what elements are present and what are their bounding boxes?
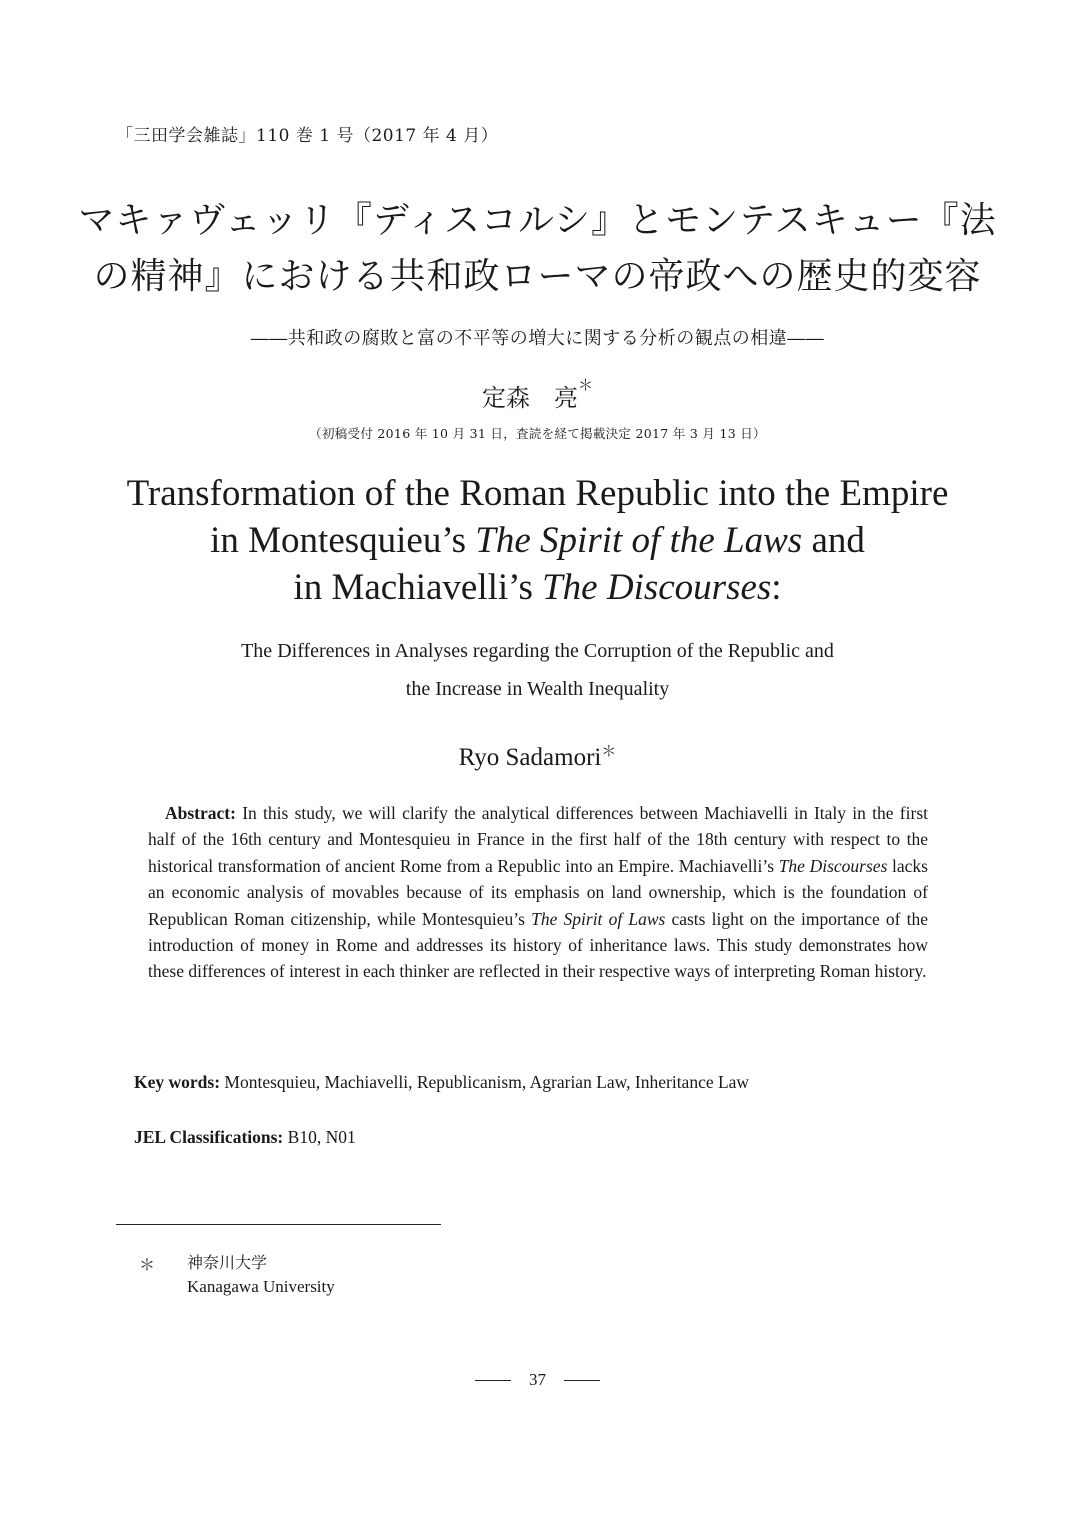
jp-title-line-2: の精神』における共和政ローマの帝政への歴史的変容 [93,256,982,297]
en-title-book-discourses: The Discourses [542,567,772,608]
jel-value: B10, N01 [283,1127,356,1147]
jel-classifications [134,1127,356,1148]
en-title-line-3 [0,564,1075,611]
en-author [0,744,1075,772]
jp-author-name: 定森 亮 [481,384,578,412]
abstract-text-1: In this study, we will clarify the analytical differences between Machiavelli in Italy in the first half of the 16th century and Montesquieu in France in the first half of the 18th century with respect to the historical transformation of ancient Rome from a Republic into an Empire. Machiavelli’s [148,803,928,876]
en-title-line-2-pre: in Montesquieu’s [210,520,476,561]
abstract [148,800,928,985]
jp-title-line-1: マキァヴェッリ『ディスコルシ』とモンテスキュー『法 [78,200,997,241]
footnote-mark: ＊ [139,1255,156,1274]
jp-author [0,378,1075,413]
en-author-footnote-mark: ＊ [601,744,617,760]
submission-dates: （初稿受付 2016 年 10 月 31 日，査読を経て掲載決定 2017 年 3 月 13 日） [309,426,766,441]
journal-header: 「三田学会雑誌」110 巻 1 号（2017 年 4 月） [116,126,499,146]
keywords [134,1072,749,1093]
page-number-dash-right [564,1380,600,1381]
en-title-book-spirit: The Spirit of the Laws [475,520,803,561]
jel-label: JEL Classifications: [134,1127,284,1147]
page-number-dash-left [475,1380,511,1381]
en-title-line-2-post: and [802,520,865,561]
en-title [0,470,1075,611]
en-subtitle-line-2: the Increase in Wealth Inequality [405,678,670,700]
jp-title [0,193,1075,305]
abstract-label: Abstract: [165,803,236,823]
page-number: 37 [529,1370,546,1389]
en-title-line-1: Transformation of the Roman Republic into the Empire [126,473,949,514]
keywords-label: Key words: [134,1072,221,1092]
footnote-affiliation-en: Kanagawa University [187,1277,335,1296]
page-footer [0,1370,1075,1390]
abstract-italic-discourses: The Discourses [778,855,888,876]
footnote-affiliation-jp: 神奈川大学 [187,1253,268,1272]
abstract-text-2: lacks an economic analysis of movables because of its emphasis on land ownership, which is the foundation of Republican Roman citizenship, while Montesquieu’s [148,855,928,929]
en-author-name: Ryo Sadamori [458,744,602,771]
en-subtitle [0,632,1075,708]
jp-author-footnote-mark: ＊ [577,376,593,394]
en-title-line-3-post: : [771,567,782,608]
abstract-text-3: casts light on the importance of the introduction of money in Rome and addresses its history of inheritance laws. This study demonstrates how these differences of interest in each thinker are reflected in their respective ways of interpreting Roman history. [148,908,928,982]
keywords-value: Montesquieu, Machiavelli, Republicanism, Agrarian Law, Inheritance Law [220,1072,750,1092]
en-subtitle-line-1: The Differences in Analyses regarding the Corruption of the Republic and [241,640,834,662]
en-title-line-2 [0,517,1075,564]
footnote-divider [116,1224,441,1225]
jp-subtitle: ――共和政の腐敗と富の不平等の増大に関する分析の観点の相違―― [250,328,825,349]
en-title-line-3-pre: in Machiavelli’s [293,567,543,608]
abstract-italic-spirit: The Spirit of Laws [531,908,666,929]
